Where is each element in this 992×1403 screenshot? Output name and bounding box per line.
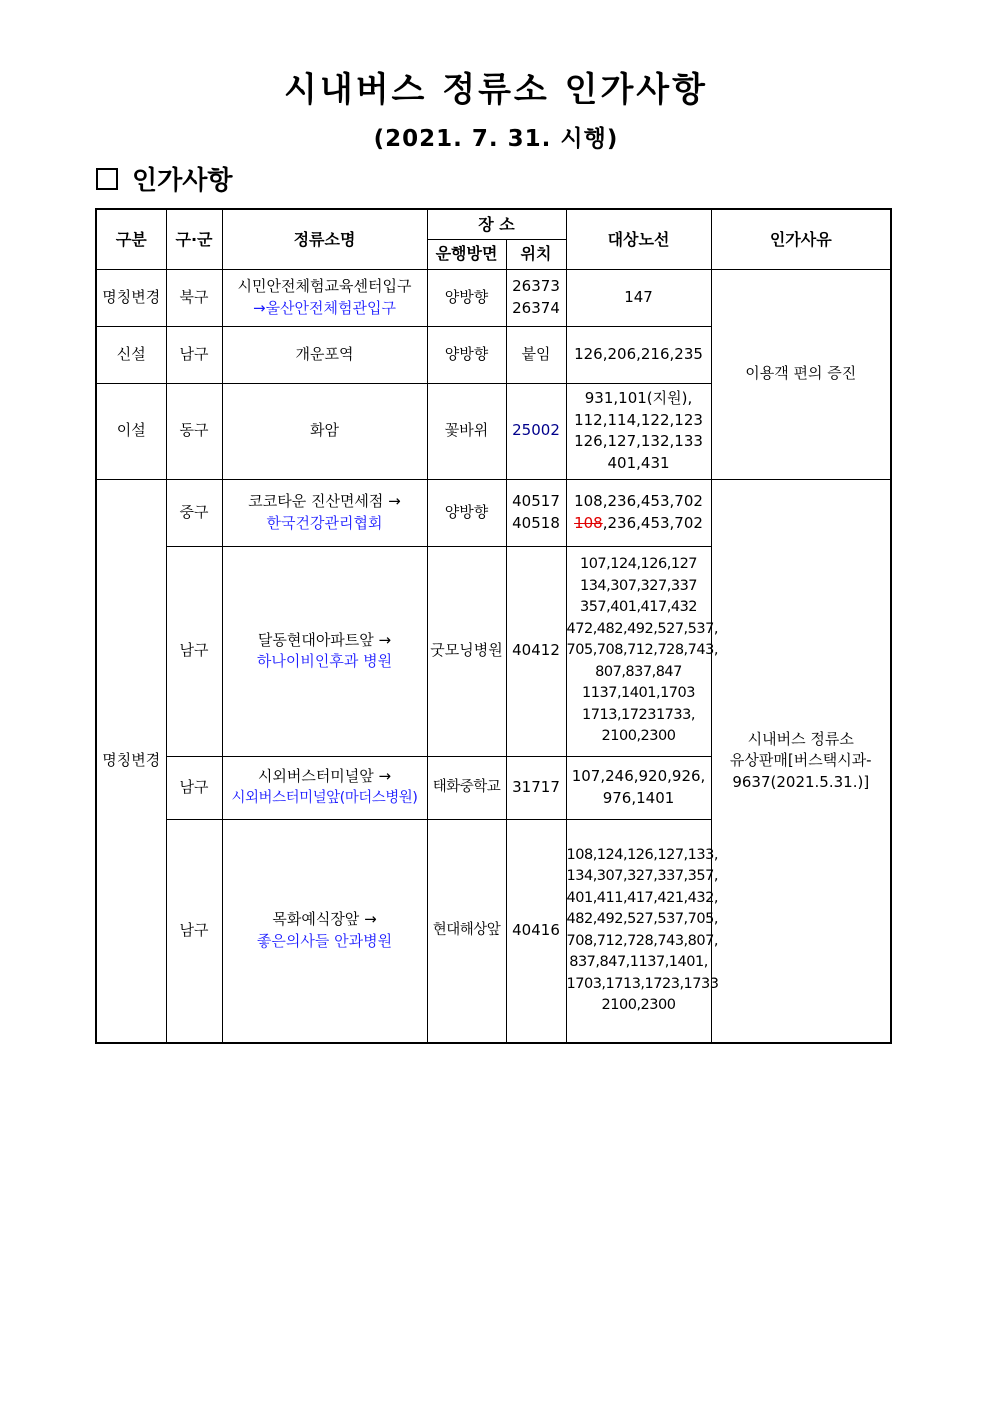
stop-name-old: 코코타운 진산면세점 → xyxy=(248,492,401,510)
row-stop-name xyxy=(222,546,427,756)
row-location: 붙임 xyxy=(506,326,566,383)
row-gugun: 북구 xyxy=(166,269,222,326)
stop-name-old: 달동현대아파트앞 → xyxy=(257,630,392,649)
document-title: 시내버스 정류소 인가사항 xyxy=(284,70,708,110)
row-routes: 107,246,920,926, 976,1401 xyxy=(566,756,711,819)
row-stop-name xyxy=(222,269,427,326)
row-stop-name xyxy=(222,819,427,1043)
row-location: 40416 xyxy=(506,819,566,1043)
header-place: 장 소 xyxy=(427,209,566,239)
reason-group-1: 이용객 편의 증진 xyxy=(711,269,891,479)
stop-name-new: 좋은의사들 안과병원 xyxy=(256,931,393,950)
struck-route: 108 xyxy=(574,513,603,532)
stop-name-old: 목화예식장앞 → xyxy=(272,910,377,929)
row-routes: 126,206,216,235 xyxy=(566,326,711,383)
stop-name-old: 시외버스터미널앞 → xyxy=(257,767,392,785)
row-gubun: 명칭변경 xyxy=(96,269,166,326)
row-gugun: 남구 xyxy=(166,756,222,819)
row-routes xyxy=(566,479,711,546)
location-value: 26373 26374 xyxy=(512,277,560,317)
header-reason: 인가사유 xyxy=(711,209,891,269)
row-routes: 107,124,126,127 134,307,327,337 357,401,417,432 472,482,492,527,537, 705,708,712,728,743, 807,837,847 1137,1401,1703 1713,17231733, 2100,2300 xyxy=(566,546,711,756)
row-gubun: 명칭변경 xyxy=(96,479,166,1043)
checkbox-square-icon xyxy=(96,168,118,190)
stop-name-new: 한국건강관리협회 xyxy=(266,513,383,532)
routes-rest: ,236,453,702 xyxy=(602,513,703,532)
row-gubun: 신설 xyxy=(96,326,166,383)
row-location: 25002 xyxy=(506,383,566,479)
reason-group-2: 시내버스 정류소 유상판매[버스택시과- 9637(2021.5.31.)] xyxy=(711,479,891,1043)
header-direction: 운행방면 xyxy=(427,239,506,269)
stop-name-new: 하나이비인후과 병원 xyxy=(256,652,393,670)
header-gubun: 구분 xyxy=(96,209,166,269)
stop-name-new: 시외버스터미널앞(마더스병원) xyxy=(231,789,418,806)
approval-table xyxy=(95,208,892,1044)
row-location xyxy=(506,269,566,326)
row-direction: 양방향 xyxy=(427,479,506,546)
stop-name-new: →울산안전체험관입구 xyxy=(253,298,396,317)
row-location: 40517 40518 xyxy=(506,479,566,546)
table-row xyxy=(96,479,891,546)
section-label: 인가사항 xyxy=(132,166,233,196)
row-stop-name: 개운포역 xyxy=(222,326,427,383)
header-location: 위치 xyxy=(506,239,566,269)
header-gugun: 구·군 xyxy=(166,209,222,269)
table-row xyxy=(96,269,891,326)
header-stop-name: 정류소명 xyxy=(222,209,427,269)
row-stop-name: 화암 xyxy=(222,383,427,479)
row-gugun: 남구 xyxy=(166,546,222,756)
row-routes: 147 xyxy=(566,269,711,326)
row-direction: 굿모닝병원 xyxy=(427,546,506,756)
row-gugun: 남구 xyxy=(166,326,222,383)
row-gugun: 남구 xyxy=(166,819,222,1043)
row-direction: 양방향 xyxy=(427,326,506,383)
row-routes: 108,124,126,127,133, 134,307,327,337,357, 401,411,417,421,432, 482,492,527,537,705, 708,712,728,743,807, 837,847,1137,1401, 1703,1713,1723,1733 2100,2300 xyxy=(566,819,711,1043)
row-direction: 양방향 xyxy=(427,269,506,326)
section-heading xyxy=(96,160,232,197)
document-subtitle: (2021. 7. 31. 시행) xyxy=(373,126,619,152)
row-location: 40412 xyxy=(506,546,566,756)
row-direction: 현대해상앞 xyxy=(427,819,506,1043)
stop-name-old: 시민안전체험교육센터입구 xyxy=(237,277,412,295)
routes-line xyxy=(567,513,711,535)
row-gugun: 중구 xyxy=(166,479,222,546)
row-gugun: 동구 xyxy=(166,383,222,479)
row-stop-name xyxy=(222,479,427,546)
row-location: 31717 xyxy=(506,756,566,819)
row-stop-name xyxy=(222,756,427,819)
routes-line: 108,236,453,702 xyxy=(574,492,703,510)
row-direction: 꽃바위 xyxy=(427,383,506,479)
header-routes: 대상노선 xyxy=(566,209,711,269)
row-routes: 931,101(지원), 112,114,122,123 126,127,132,133 401,431 xyxy=(566,383,711,479)
row-gubun: 이설 xyxy=(96,383,166,479)
row-direction: 태화중학교 xyxy=(427,756,506,819)
